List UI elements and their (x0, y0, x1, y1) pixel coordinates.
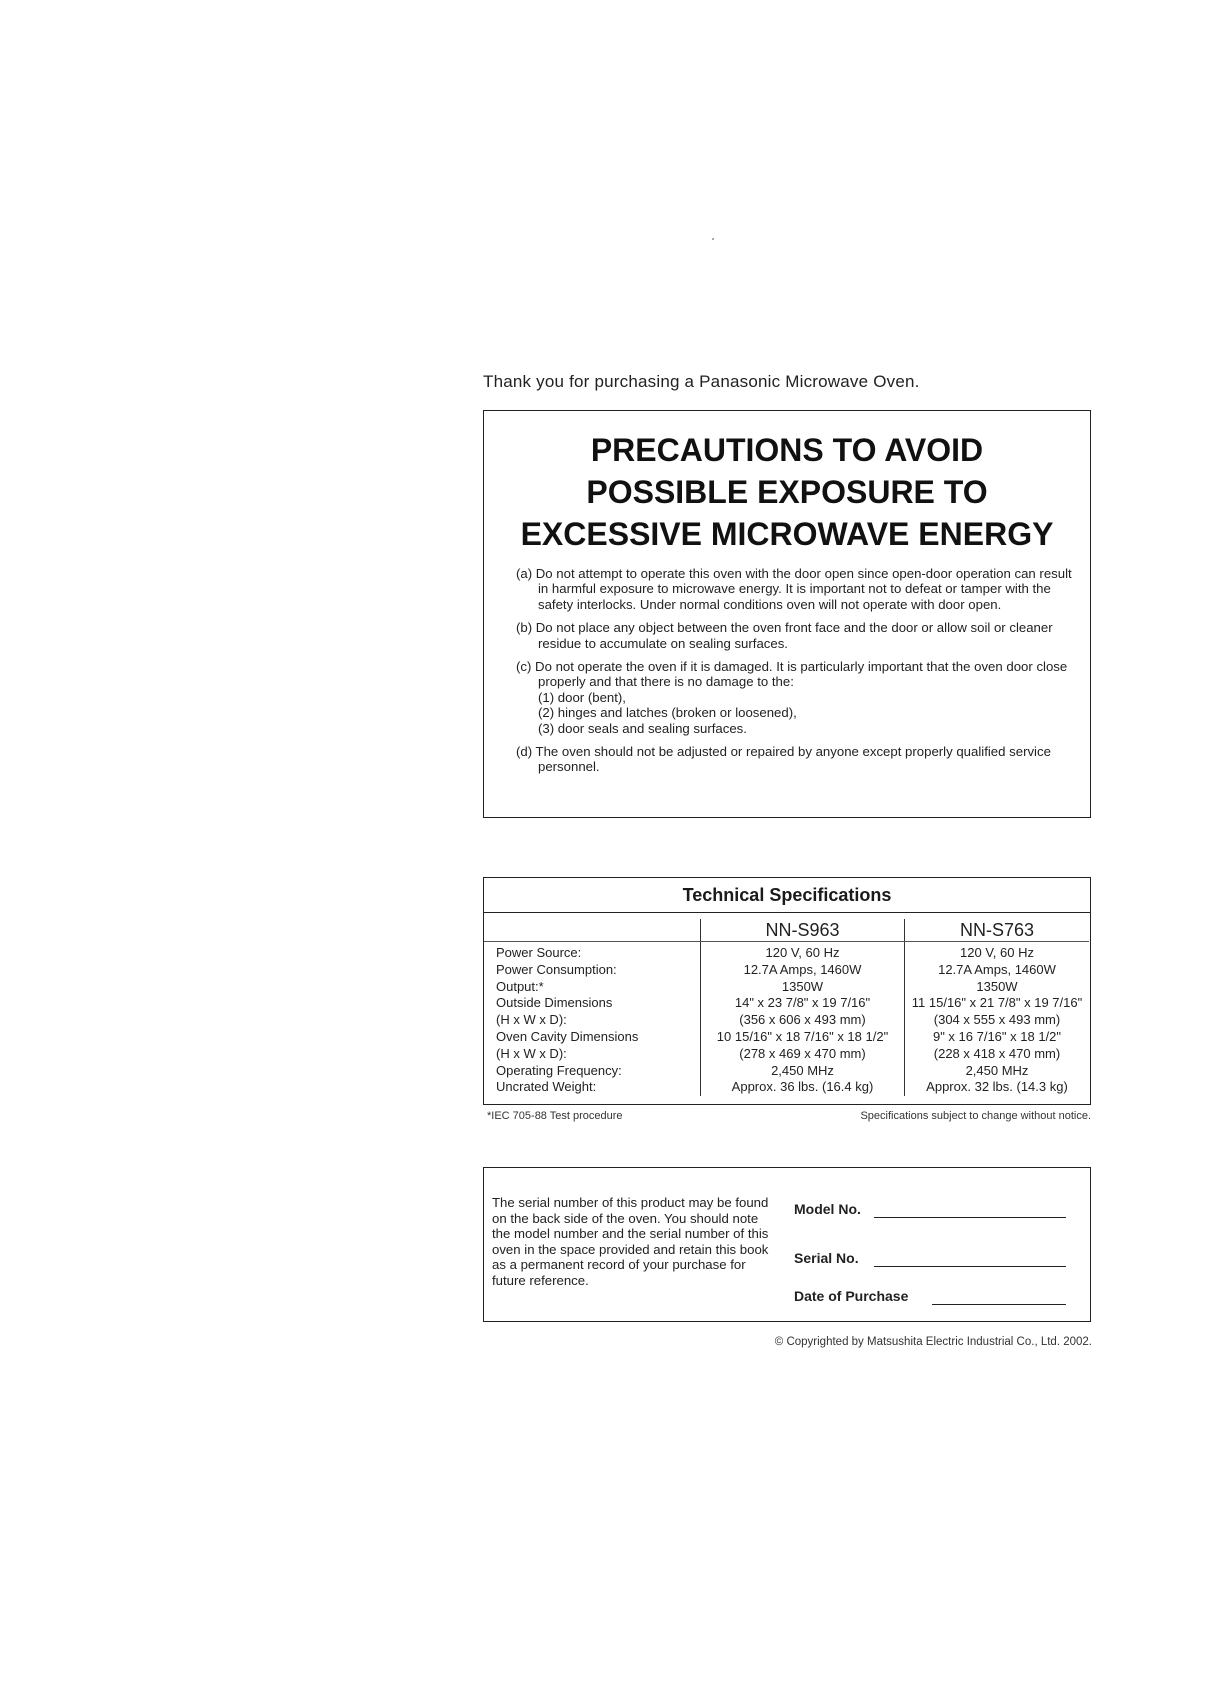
spec-value-nn-s763: Approx. 32 lbs. (14.3 kg) (905, 1079, 1090, 1096)
spec-value-nn-s963: 14" x 23 7/8" x 19 7/16" (701, 995, 905, 1012)
specs-title: Technical Specifications (484, 878, 1090, 913)
spec-value-nn-s763: 12.7A Amps, 1460W (905, 962, 1090, 979)
spec-value-nn-s763: 120 V, 60 Hz (905, 942, 1090, 962)
spec-value-nn-s963: 120 V, 60 Hz (701, 942, 905, 962)
specs-row (484, 1063, 1089, 1080)
precaution-a: (a) Do not attempt to operate this oven with the door open since open-door operation can result in harmful exposure to microwave energy. It is important not to defeat or tamper with the safety interlocks. Under normal conditions oven will not operate with door open. (516, 566, 1072, 612)
spec-label: Power Source: (496, 945, 582, 960)
spec-value-nn-s963: 10 15/16" x 18 7/16" x 18 1/2" (701, 1029, 905, 1046)
specs-header-blank (484, 919, 701, 942)
precaution-c-1: (1) door (bent), (538, 689, 626, 705)
precautions-list (516, 566, 1074, 783)
technical-specifications-box (483, 877, 1091, 1105)
precaution-b: (b) Do not place any object between the oven front face and the door or allow soil or cleaner residue to accumulate on sealing surfaces. (516, 620, 1053, 651)
precautions-title-line-2: POSSIBLE EXPOSURE TO (586, 474, 988, 510)
model-no-field[interactable] (874, 1217, 1066, 1218)
serial-number-note: The serial number of this product may be found on the back side of the oven. You should note the model number and the serial number of this oven in the space provided and retain this book as a permanent record of your purchase for future reference. (492, 1195, 769, 1288)
spec-value-nn-s963: (356 x 606 x 493 mm) (701, 1012, 905, 1029)
spec-value-nn-s763: (228 x 418 x 470 mm) (905, 1046, 1090, 1063)
specs-change-notice: Specifications subject to change without notice. (860, 1110, 1091, 1122)
spec-label: (H x W x D): (496, 1045, 567, 1061)
copyright-notice: © Copyrighted by Matsushita Electric Industrial Co., Ltd. 2002. (774, 1336, 1092, 1348)
spec-value-nn-s763: 11 15/16" x 21 7/8" x 19 7/16" (905, 995, 1090, 1012)
precaution-d: (d) The oven should not be adjusted or repaired by anyone except properly qualified service personnel. (516, 744, 1051, 775)
precaution-c-text: (c) Do not operate the oven if it is damaged. It is particularly important that the oven door close properly and that there is no damage to the: (516, 659, 1068, 690)
serial-no-field[interactable] (874, 1266, 1066, 1267)
spec-label: Output:* (496, 978, 544, 994)
precaution-c-3: (3) door seals and sealing surfaces. (538, 720, 747, 736)
spec-value-nn-s963: 1350W (701, 979, 905, 996)
precautions-box (483, 410, 1091, 818)
specs-row (484, 1046, 1089, 1063)
date-of-purchase-field[interactable] (932, 1304, 1066, 1305)
spec-value-nn-s763: (304 x 555 x 493 mm) (905, 1012, 1090, 1029)
spec-label: Oven Cavity Dimensions (496, 1028, 639, 1044)
intro-text: Thank you for purchasing a Panasonic Microwave Oven. (483, 372, 920, 391)
spec-value-nn-s963: Approx. 36 lbs. (16.4 kg) (701, 1079, 905, 1096)
precaution-c-2: (2) hinges and latches (broken or loosened), (538, 705, 797, 721)
serial-no-label: Serial No. (794, 1250, 859, 1266)
specs-row (484, 995, 1089, 1012)
model-header-nn-s963: NN-S963 (701, 919, 905, 942)
model-no-label: Model No. (794, 1201, 861, 1217)
spec-label: Power Consumption: (496, 961, 617, 977)
specs-row (484, 942, 1089, 962)
precautions-title (484, 429, 1090, 555)
spec-value-nn-s763: 2,450 MHz (905, 1063, 1090, 1080)
model-header-nn-s763: NN-S763 (905, 919, 1090, 942)
specs-row (484, 979, 1089, 996)
test-procedure-footnote: *IEC 705-88 Test procedure (487, 1110, 623, 1122)
precautions-title-line-1: PRECAUTIONS TO AVOID (590, 432, 984, 468)
specs-row (484, 1029, 1089, 1046)
spec-value-nn-s963: 2,450 MHz (701, 1063, 905, 1080)
precaution-c (516, 659, 1074, 736)
specs-table (484, 919, 1089, 1096)
precautions-title-line-3: EXCESSIVE MICROWAVE ENERGY (520, 516, 1054, 552)
specs-body (484, 942, 1089, 1097)
purchase-record-box (483, 1167, 1091, 1322)
spec-label: Outside Dimensions (496, 995, 613, 1011)
spec-label: Operating Frequency: (496, 1062, 622, 1078)
spec-value-nn-s963: 12.7A Amps, 1460W (701, 962, 905, 979)
spec-value-nn-s763: 9" x 16 7/16" x 18 1/2" (905, 1029, 1090, 1046)
specs-row (484, 962, 1089, 979)
specs-row (484, 1079, 1089, 1096)
scan-speck (712, 238, 714, 240)
spec-value-nn-s763: 1350W (905, 979, 1090, 996)
spec-label: (H x W x D): (496, 1012, 567, 1028)
spec-label: Uncrated Weight: (496, 1079, 597, 1095)
specs-header-row (484, 919, 1089, 942)
specs-row (484, 1012, 1089, 1029)
spec-value-nn-s963: (278 x 469 x 470 mm) (701, 1046, 905, 1063)
date-of-purchase-label: Date of Purchase (794, 1288, 909, 1304)
